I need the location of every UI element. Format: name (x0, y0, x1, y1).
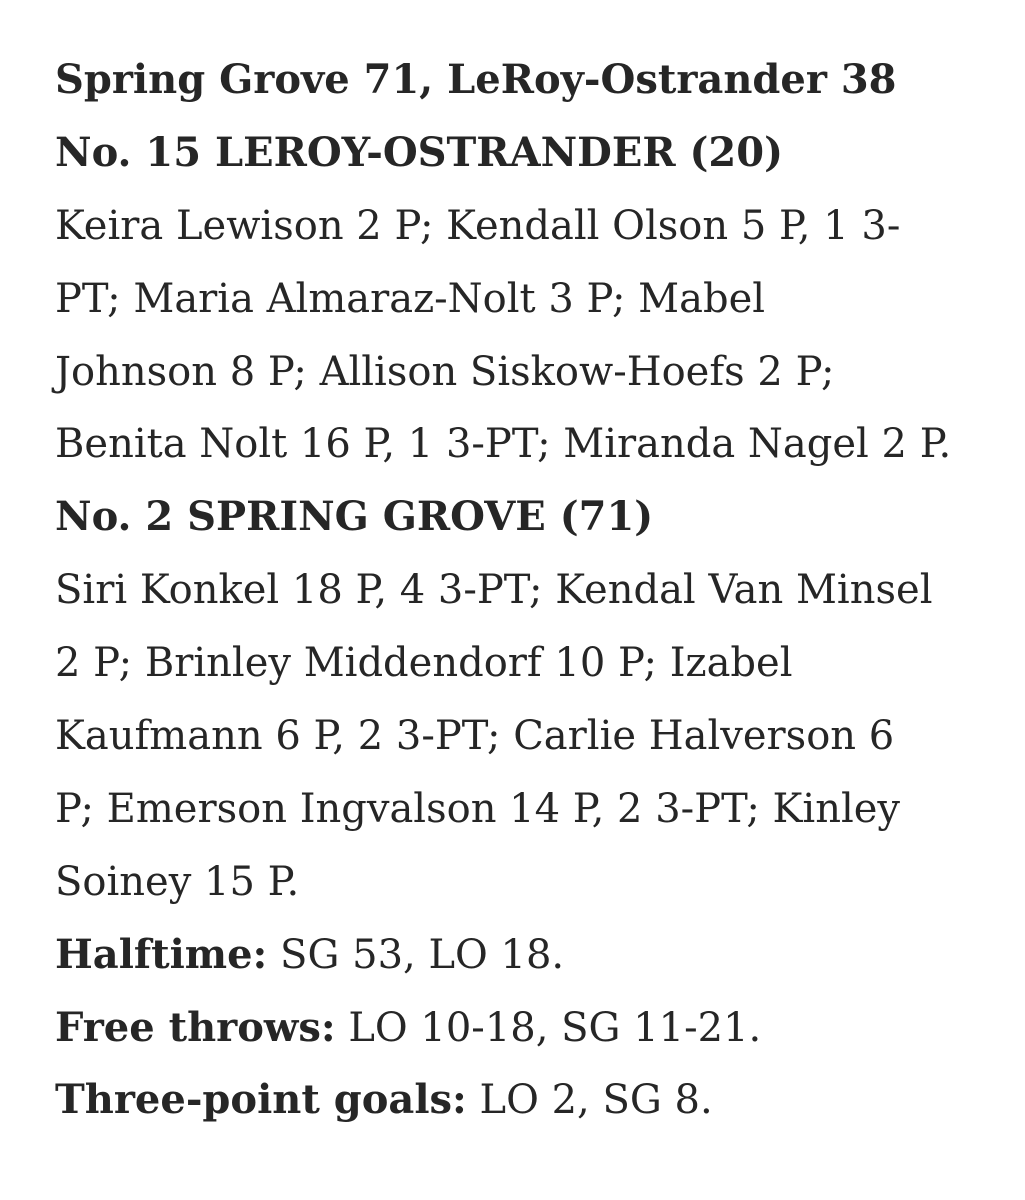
player-stats-line: Keira Lewison 2 P; Kendall Olson 5 P, 1 3- (55, 202, 901, 249)
headline: Spring Grove 71, LeRoy-Ostrander 38 (55, 56, 897, 103)
player-stats-line: Soiney 15 P. (55, 858, 300, 905)
player-stats-line: P; Emerson Ingvalson 14 P, 2 3-PT; Kinley (55, 785, 901, 832)
player-stats-line: Johnson 8 P; Allison Siskow-Hoefs 2 P; (55, 348, 835, 395)
free-throws-label: Free throws: (55, 1003, 336, 1051)
halftime-row (55, 919, 1005, 992)
three-point-goals-row (55, 1064, 1005, 1137)
free-throws-value: LO 10-18, SG 11-21. (335, 1004, 762, 1051)
player-stats-line: PT; Maria Almaraz-Nolt 3 P; Mabel (55, 275, 766, 322)
box-score-article (55, 44, 1005, 1137)
halftime-value: SG 53, LO 18. (267, 931, 565, 978)
team-heading-leroy-ostrander: No. 15 LEROY-OSTRANDER (20) (55, 128, 784, 176)
three-point-goals-value: LO 2, SG 8. (466, 1077, 713, 1124)
player-stats-line: Benita Nolt 16 P, 1 3-PT; Miranda Nagel 2 P. (55, 421, 952, 468)
player-stats-line: Siri Konkel 18 P, 4 3-PT; Kendal Van Minsel (55, 567, 933, 614)
player-stats-line: 2 P; Brinley Middendorf 10 P; Izabel (55, 640, 793, 687)
team-heading-spring-grove: No. 2 SPRING GROVE (71) (55, 493, 654, 541)
three-point-goals-label: Three-point goals: (55, 1076, 467, 1124)
player-stats-line: Kaufmann 6 P, 2 3-PT; Carlie Halverson 6 (55, 713, 895, 760)
free-throws-row (55, 992, 1005, 1065)
halftime-label: Halftime: (55, 930, 268, 978)
